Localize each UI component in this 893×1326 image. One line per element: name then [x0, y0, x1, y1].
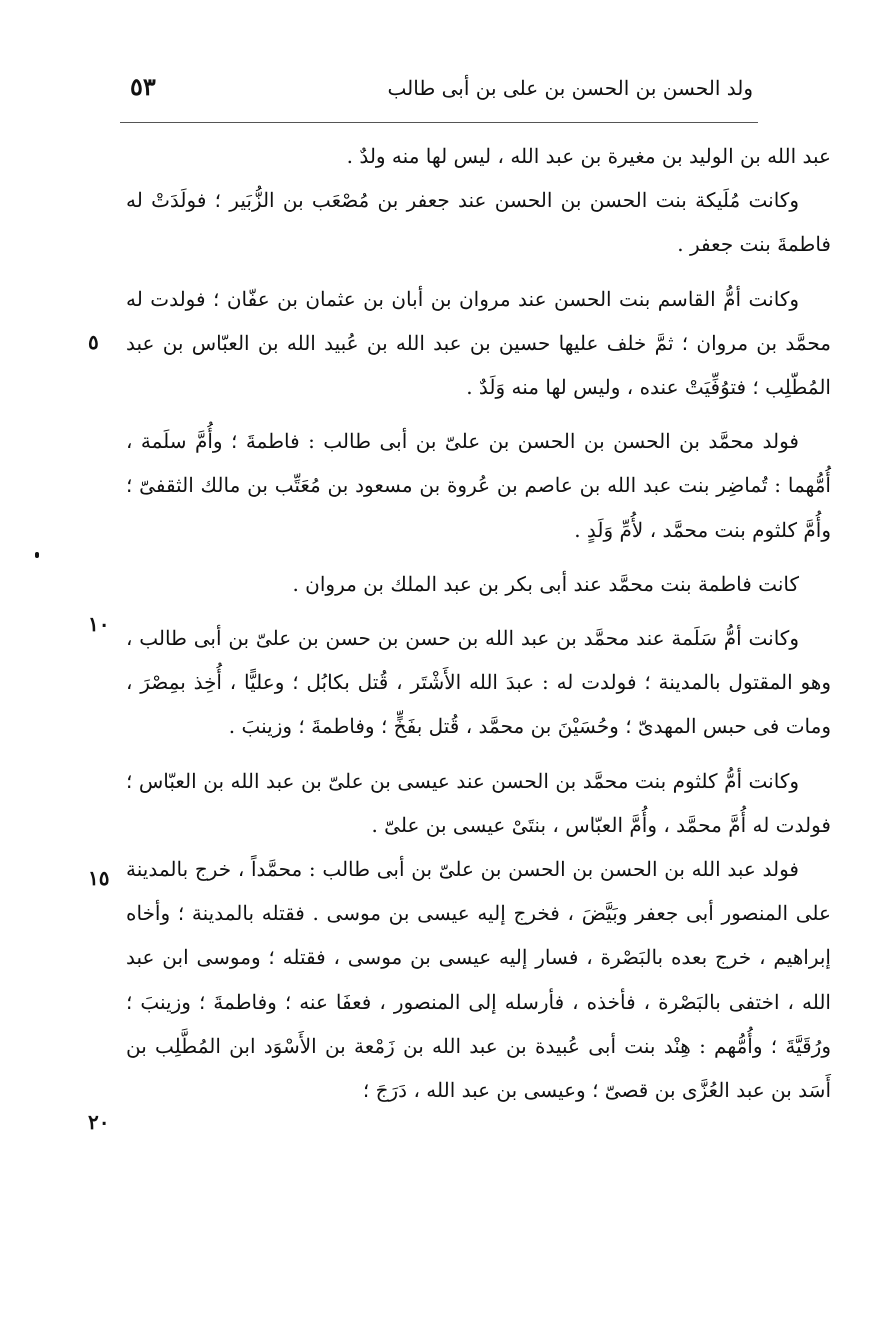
- line-number-marker: ١٥: [88, 866, 110, 890]
- line-number-marker: ٢٠: [88, 1110, 110, 1134]
- paragraph: وكانت أمُّ سَلَمة عند محمَّد بن عبد الله بن حسن بن حسن بن علىّ بن أبى طالب ، وهو المقتول بالمدينة ؛ فولدت له : عبدَ الله الأَشْتَر ، قُتل بكابُل ؛ وعليًّا ، أُخِذ بمِصْرَ ، ومات فى حبس المهدىّ ؛ وحُسَيْنَ بن محمَّد ، قُتل بفَخٍّ ؛ وفاطمةَ ؛ وزينبَ .: [126, 626, 831, 739]
- page-body: [126, 134, 831, 1112]
- paragraph: وكانت أمُّ القاسم بنت الحسن عند مروان بن أبان بن عثمان بن عفّان ؛ فولدت له محمَّد بن مروان ؛ ثمَّ خلف عليها حسين بن عبد الله بن عُبيد الله بن العبّاس بن عبد المُطّلِب ؛ فتوُفِّيَتْ عنده ، وليس لها منه وَلَدٌ .: [126, 286, 831, 400]
- header-divider: [120, 122, 758, 123]
- scan-artifact-dot: [35, 552, 39, 558]
- paragraph: فولد محمَّد بن الحسن بن الحسن بن علىّ بن أبى طالب : فاطمةَ ؛ وأُمَّ سلَمة ، أُمُّهما : تُماضِر بنت عبد الله بن عاصم بن عُروة بن مسعود بن مُعَتِّب بن مالك الثقفىّ ؛ وأُمَّ كلثوم بنت محمَّد ، لأُمِّ وَلَدٍ .: [126, 429, 831, 542]
- paragraph: فولد عبد الله بن الحسن بن الحسن بن علىّ بن أبى طالب : محمَّداً ، خرج بالمدينة على المنصور أبى جعفر وبَيَّضَ ، فخرج إليه عيسى بن موسى . فقتله بالمدينة ؛ وأخاه إبراهيم ، خرج بعده بالبَصْرة ، فسار إليه عيسى بن موسى ، فقتله ؛ وموسى ابن عبد الله ، اختفى بالبَصْرة ، فأخذه ، فأرسله إلى المنصور ، فعفَا عنه ؛ وفاطمةَ ؛ وزينبَ ؛ ورُقَيَّةَ ؛ وأُمُّهم : هِنْد بنت أبى عُبيدة بن عبد الله بن زَمْعة بن الأَسْوَد ابن المُطَّلِب بن أَسَد بن عبد العُزَّى بن قصىّ ؛ وعيسى بن عبد الله ، دَرَجَ ؛: [126, 857, 831, 1103]
- paragraph: وكانت مُلَيكة بنت الحسن بن الحسن عند جعفر بن مُصْعَب بن الزُّبَير ؛ فولَدَتْ له فاطمةَ بنت جعفر .: [126, 188, 831, 257]
- page-header: [130, 72, 753, 112]
- page-number: ٥٣: [130, 72, 156, 101]
- line-number-marker: ٥: [88, 330, 99, 354]
- paragraph: وكانت أمُّ كلثوم بنت محمَّد بن الحسن عند عيسى بن علىّ بن عبد الله بن العبّاس ؛ فولدت له أُمَّ محمَّد ، وأُمَّ العبّاس ، بنتَىْ عيسى بن علىّ .: [126, 768, 831, 837]
- paragraph: عبد الله بن الوليد بن مغيرة بن عبد الله ، ليس لها منه ولدٌ .: [346, 144, 831, 168]
- running-title: ولد الحسن بن الحسن بن على بن أبى طالب: [387, 76, 753, 100]
- line-number-marker: ١٠: [88, 612, 110, 636]
- paragraph: كانت فاطمة بنت محمَّد عند أبى بكر بن عبد الملك بن مروان .: [292, 571, 799, 596]
